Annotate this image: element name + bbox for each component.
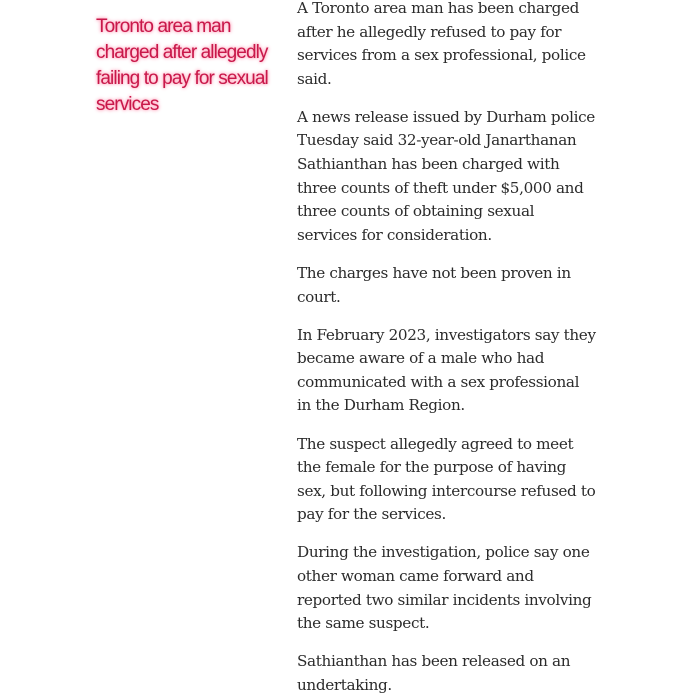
article-paragraph: A Toronto area man has been charged after he allegedly refused to pay for services from a sex professional, police said. <box>297 0 586 88</box>
article-paragraph: Sathianthan has been released on an undertaking. <box>297 652 571 694</box>
headline: Toronto area man charged after allegedly failing to pay for sexual services <box>96 16 268 115</box>
article-paragraph: In February 2023, investigators say they became aware of a male who had communicated with a sex professional in the Durham Region. <box>297 325 596 415</box>
article-paragraph: A news release issued by Durham police Tuesday said 32-year-old Janarthanan Sathianthan has been charged with three counts of theft under $5,000 and three counts of obtaining sexual services for consideration. <box>297 107 595 244</box>
article-paragraph: The charges have not been proven in court. <box>297 263 571 306</box>
article-paragraph: During the investigation, police say one other woman came forward and reported two similar incidents involving the same suspect. <box>297 543 592 633</box>
article-paragraph: The suspect allegedly agreed to meet the female for the purpose of having sex, but following intercourse refused to pay for the services. <box>297 434 596 524</box>
article-body <box>297 0 597 700</box>
